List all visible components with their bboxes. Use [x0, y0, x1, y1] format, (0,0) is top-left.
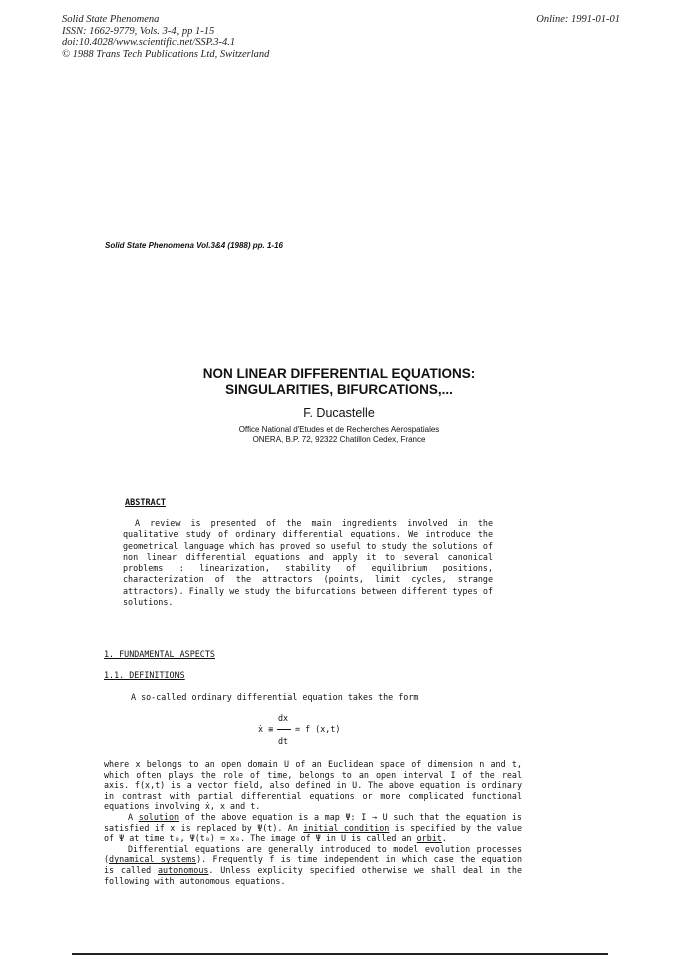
affiliation	[0, 425, 678, 445]
fraction-bar	[277, 729, 291, 730]
paragraph-domain: where x belongs to an open domain U of an Euclidean space of dimension n and t, which often plays the role of time, belongs to an open interval I of the real axis. f(x,t) is a vector field, also defined in U. The above equation is ordinary in contrast with partial differential equations or more complicated functional equations involving ẋ, x and t.	[104, 759, 522, 812]
author-name: F. Ducastelle	[303, 406, 375, 420]
paper-title	[0, 366, 678, 398]
title-line-2: SINGULARITIES, BIFURCATIONS,...	[225, 382, 453, 397]
doi-line: doi:10.4028/www.scientific.net/SSP.3-4.1	[62, 37, 236, 48]
copyright-line: © 1988 Trans Tech Publications Ltd, Switzerland	[62, 48, 270, 60]
term-solution: solution	[138, 811, 180, 822]
abstract-body	[123, 518, 493, 608]
publication-header	[62, 14, 269, 60]
equation-rhs: = f (x,t)	[295, 724, 341, 734]
term-initial-condition: initial condition	[303, 822, 390, 833]
paragraph-solution: A solution of the above equation is a map Ψ: I → U such that the equation is satisfied if x is replaced by Ψ(t). An initial condition is specified by the value of Ψ at time t₀, Ψ(t₀) = x₀. The image of Ψ in U is called an orbit.	[104, 811, 522, 844]
subsection-heading: 1.1. DEFINITIONS	[104, 670, 185, 680]
intro-sentence: A so-called ordinary differential equation takes the form	[131, 692, 419, 702]
issn-line: ISSN: 1662-9779, Vols. 3-4, pp 1-15	[62, 25, 215, 37]
title-line-1: NON LINEAR DIFFERENTIAL EQUATIONS:	[202, 366, 476, 381]
journal-citation: Solid State Phenomena Vol.3&4 (1988) pp. 1-16	[105, 241, 283, 250]
affiliation-line-2: ONERA, B.P. 72, 92322 Chatillon Cedex, France	[252, 435, 426, 444]
equation-lhs: ẋ ≡	[258, 724, 274, 734]
abstract-text: A review is presented of the main ingredients involved in the qualitative study of ordinary differential equations. We introduce the geometrical language which has proved so useful to study the solutions of non linear differential equations and apply it to several canonical problems : linearization, stability of equilibrium positions, characterization of the attractors (points, limit cycles, strange attractors). Finally we study the bifurcations between different types of solutions.	[123, 518, 493, 608]
term-autonomous: autonomous	[158, 864, 209, 875]
page-bottom-rule	[72, 953, 608, 955]
definitions-body	[104, 759, 522, 886]
equation-denominator: dt	[278, 736, 289, 746]
equation-numerator: dx	[278, 713, 289, 723]
online-date: Online: 1991-01-01	[536, 14, 620, 25]
section-heading: 1. FUNDAMENTAL ASPECTS	[104, 649, 215, 659]
journal-name: Solid State Phenomena	[62, 14, 160, 25]
paragraph-dynamical: Differential equations are generally introduced to model evolution processes (dynamical systems). Frequently f is time independent in which case the equation is called autonomous. Unless explicity specified otherwise we shall deal in the following with autonomous equations.	[104, 843, 522, 886]
abstract-heading: ABSTRACT	[125, 498, 166, 508]
affiliation-line-1: Office National d'Etudes et de Recherches Aerospatiales	[238, 425, 440, 434]
term-orbit: orbit	[416, 833, 442, 844]
term-dynamical-systems: dynamical systems	[109, 854, 197, 865]
differential-equation	[258, 713, 348, 753]
